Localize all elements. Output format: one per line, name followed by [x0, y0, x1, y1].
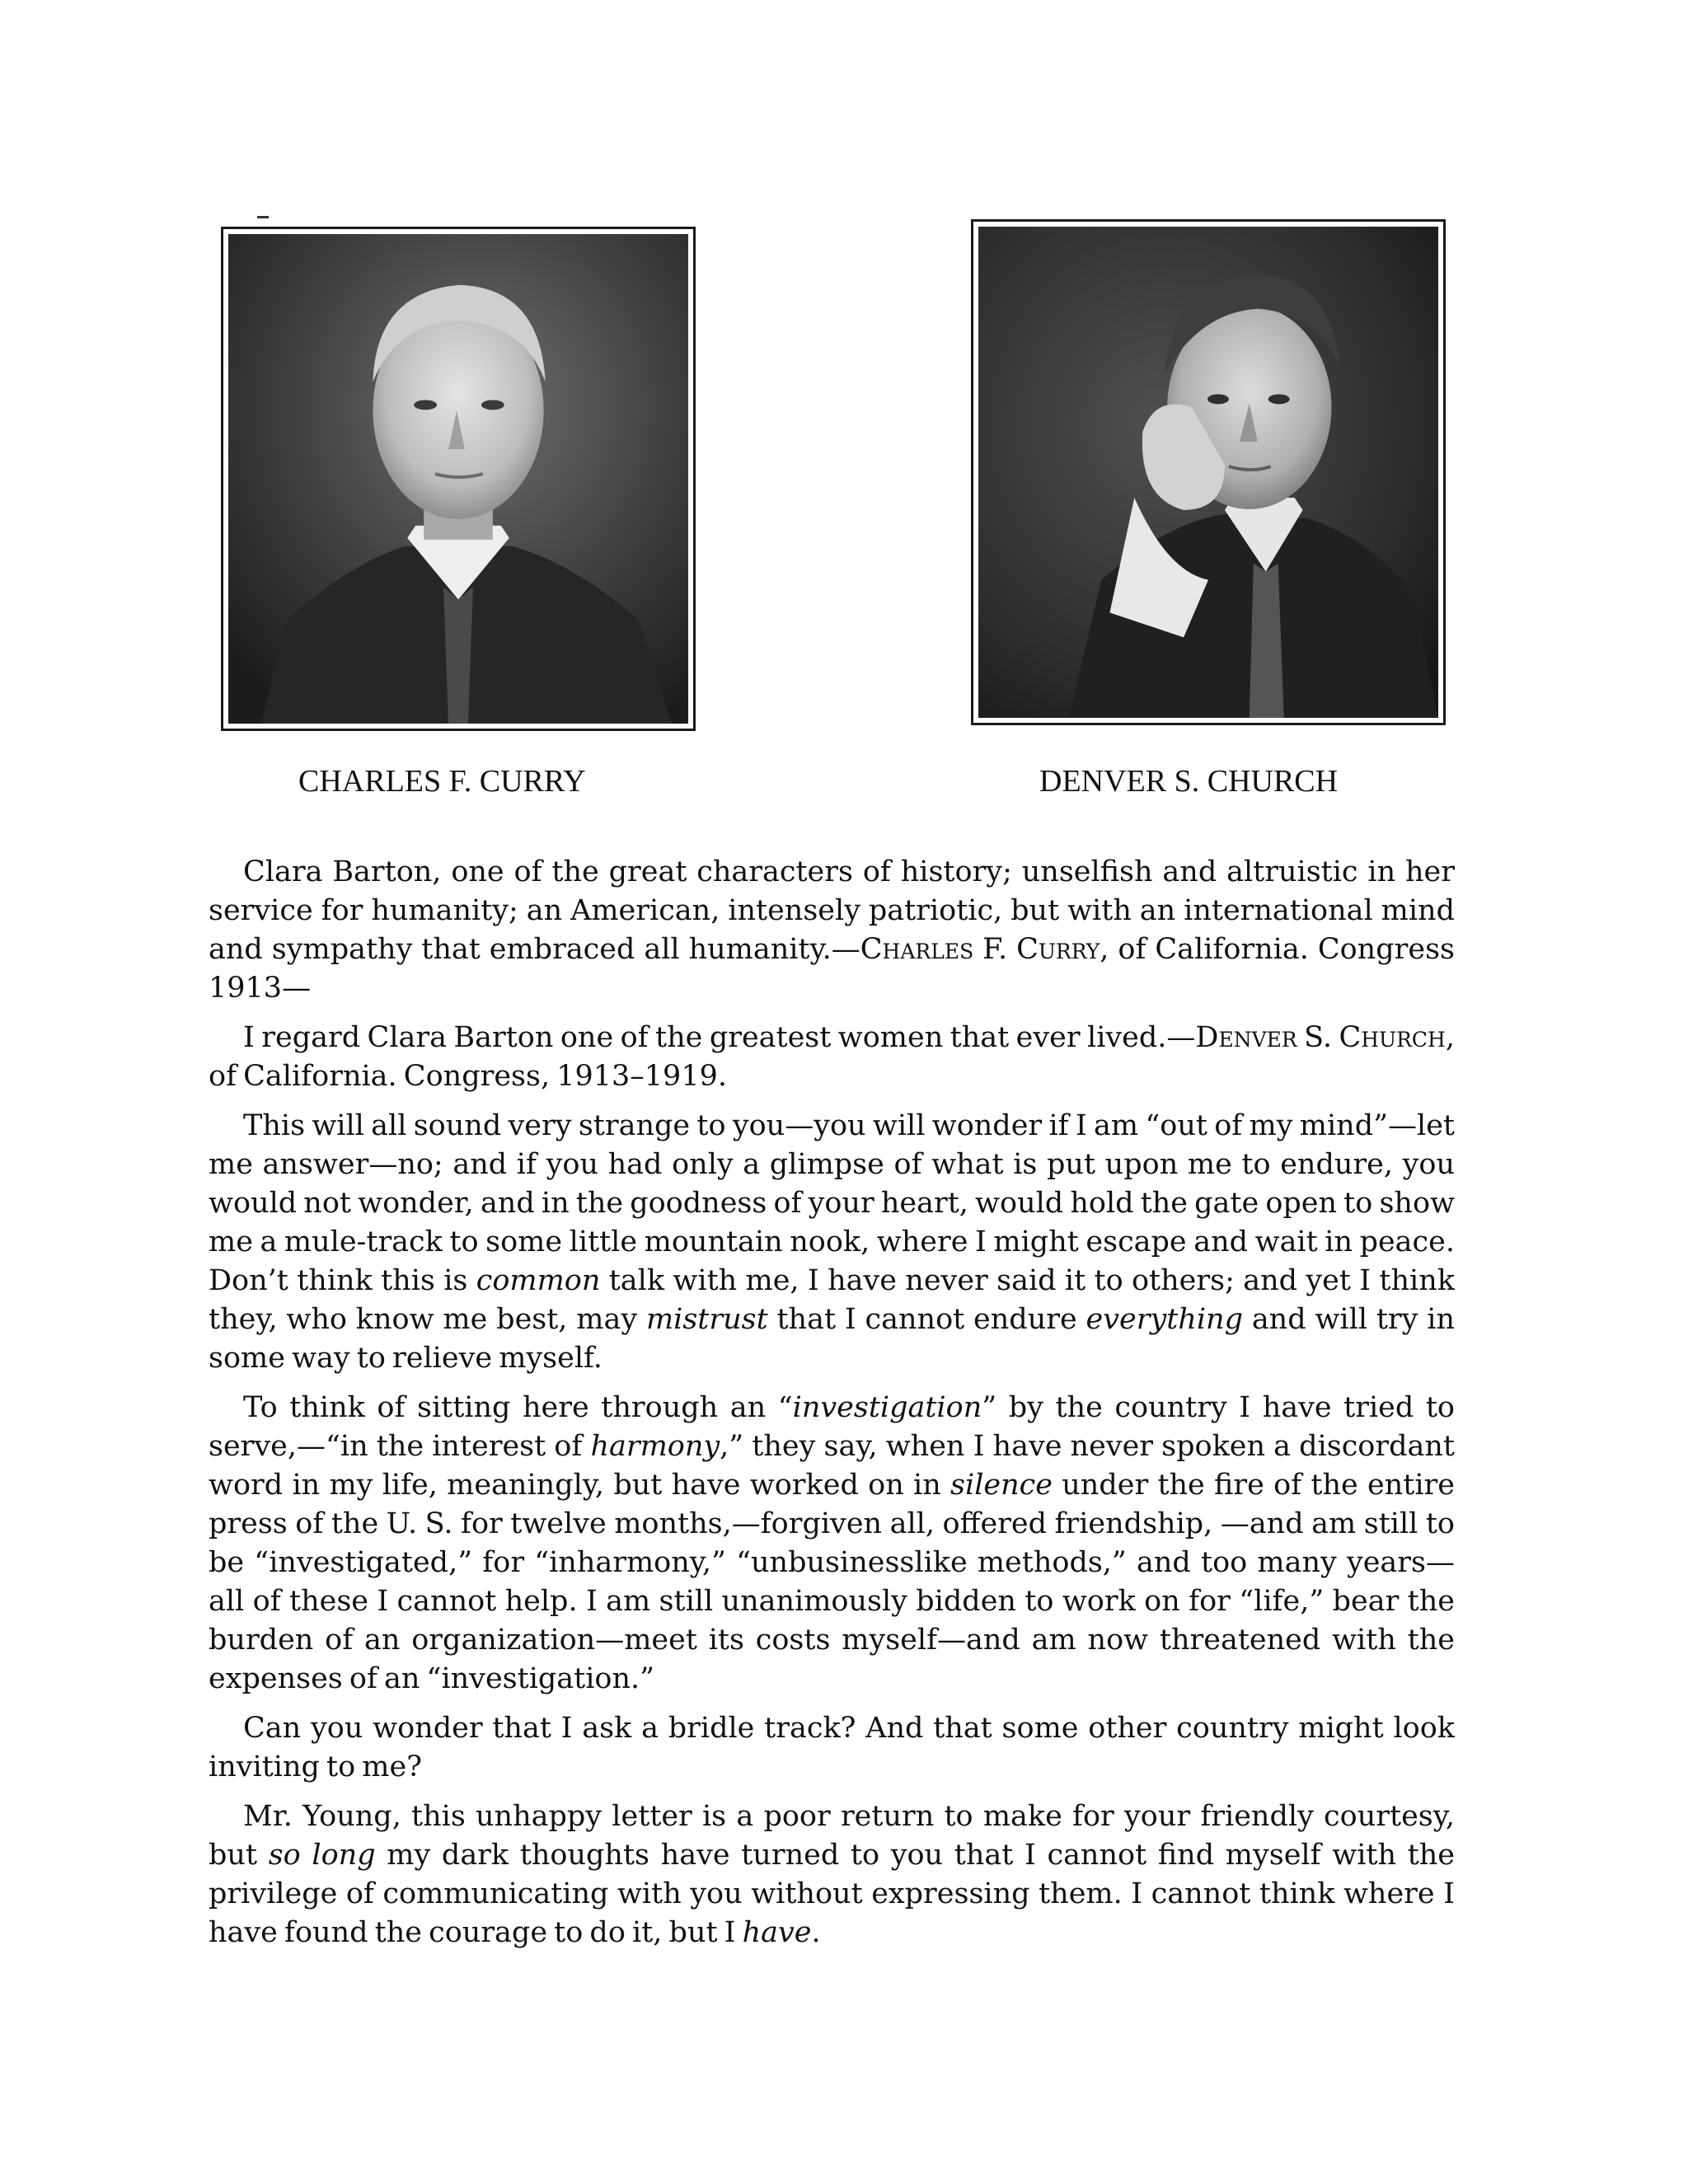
text-run: and will try in some way to relieve myself.: [209, 1303, 1455, 1375]
portrait-illustration-curry: [228, 234, 688, 724]
emphasis: investigation: [792, 1391, 982, 1424]
emphasis: everything: [1085, 1303, 1243, 1336]
paragraph-church-tribute: [209, 1019, 1455, 1096]
caption-charles-curry: CHARLES F. CURRY: [298, 764, 586, 799]
text-run: ,” they say, when I have never spoken a discordant word in my life, meaningly, but have worked on in: [209, 1430, 1455, 1502]
text-run: that I cannot endure: [767, 1303, 1086, 1336]
text-run: ” by the country I have tried to serve,—“in the interest of: [209, 1391, 1455, 1463]
stray-mark: [257, 216, 269, 218]
text-run: my dark thoughts have turned to you that I cannot find myself with the privilege of communicating with you without expressing them. I cannot think where I have found the courage to do it, but I: [209, 1839, 1455, 1949]
portrait-photo-curry: [228, 234, 688, 724]
portrait-denver-church: [971, 219, 1446, 725]
paragraph-bridle-track: [209, 1709, 1455, 1787]
paragraph-strange: [209, 1107, 1455, 1378]
emphasis: common: [476, 1264, 601, 1297]
text-run: .: [811, 1916, 821, 1949]
text-run: I regard Clara Barton one of the greatest women that ever lived.—: [243, 1021, 1196, 1054]
emphasis: silence: [950, 1469, 1053, 1502]
emphasis: have: [742, 1916, 812, 1949]
text-run: Clara Barton, one of the great characters of history; unselfish and altruistic in her service for humanity; an American, intensely patriotic, but with an international mind and sympathy that embraced all humanity.—: [209, 855, 1455, 966]
paragraph-investigation: [209, 1389, 1455, 1699]
caption-denver-church: DENVER S. CHURCH: [1039, 764, 1339, 799]
emphasis: mistrust: [645, 1303, 768, 1336]
text-run: , of California. Congress 1913—: [209, 933, 1455, 1005]
emphasis: so long: [268, 1839, 376, 1872]
portrait-charles-curry: [221, 227, 696, 731]
author-name: Denver S. Church: [1195, 1021, 1446, 1054]
paragraph-mr-young: [209, 1797, 1455, 1952]
emphasis: harmony: [590, 1430, 720, 1463]
letter-text: [209, 853, 1455, 1963]
text-run: talk with me, I have never said it to others; and yet I think they, who know me best, may: [209, 1264, 1455, 1336]
text-run: Can you wonder that I ask a bridle track? And that some other country might look inviting to me?: [209, 1712, 1455, 1783]
paragraph-curry-tribute: [209, 853, 1455, 1008]
text-run: under the fire of the entire press of the U. S. for twelve months,—forgiven all, offered friendship, —and am still to be “investigated,” for “inharmony,” “unbusinesslike methods,” and too many years—all of these I cannot help. I am still unanimously bidden to work on for “life,” bear the burden of an organization—meet its costs myself—and am now threatened with the expenses of an “investigation.”: [209, 1469, 1455, 1695]
text-run: This will all sound very strange to you—you will wonder if I am “out of my mind”—let me answer—no; and if you had only a glimpse of what is put upon me to endure, you would not wonder, and in the goodness of your heart, would hold the gate open to show me a mule-track to some little mountain nook, where I might escape and wait in peace. Don’t think this is: [209, 1109, 1455, 1297]
portrait-photo-church: [978, 227, 1438, 718]
author-name: Charles F. Curry: [860, 933, 1100, 966]
text-run: , of California. Congress, 1913–1919.: [209, 1021, 1456, 1093]
portrait-illustration-church: [978, 227, 1438, 718]
text-run: To think of sitting here through an “: [243, 1391, 793, 1424]
text-run: Mr. Young, this unhappy letter is a poor return to make for your friendly courtesy, but: [209, 1800, 1455, 1872]
